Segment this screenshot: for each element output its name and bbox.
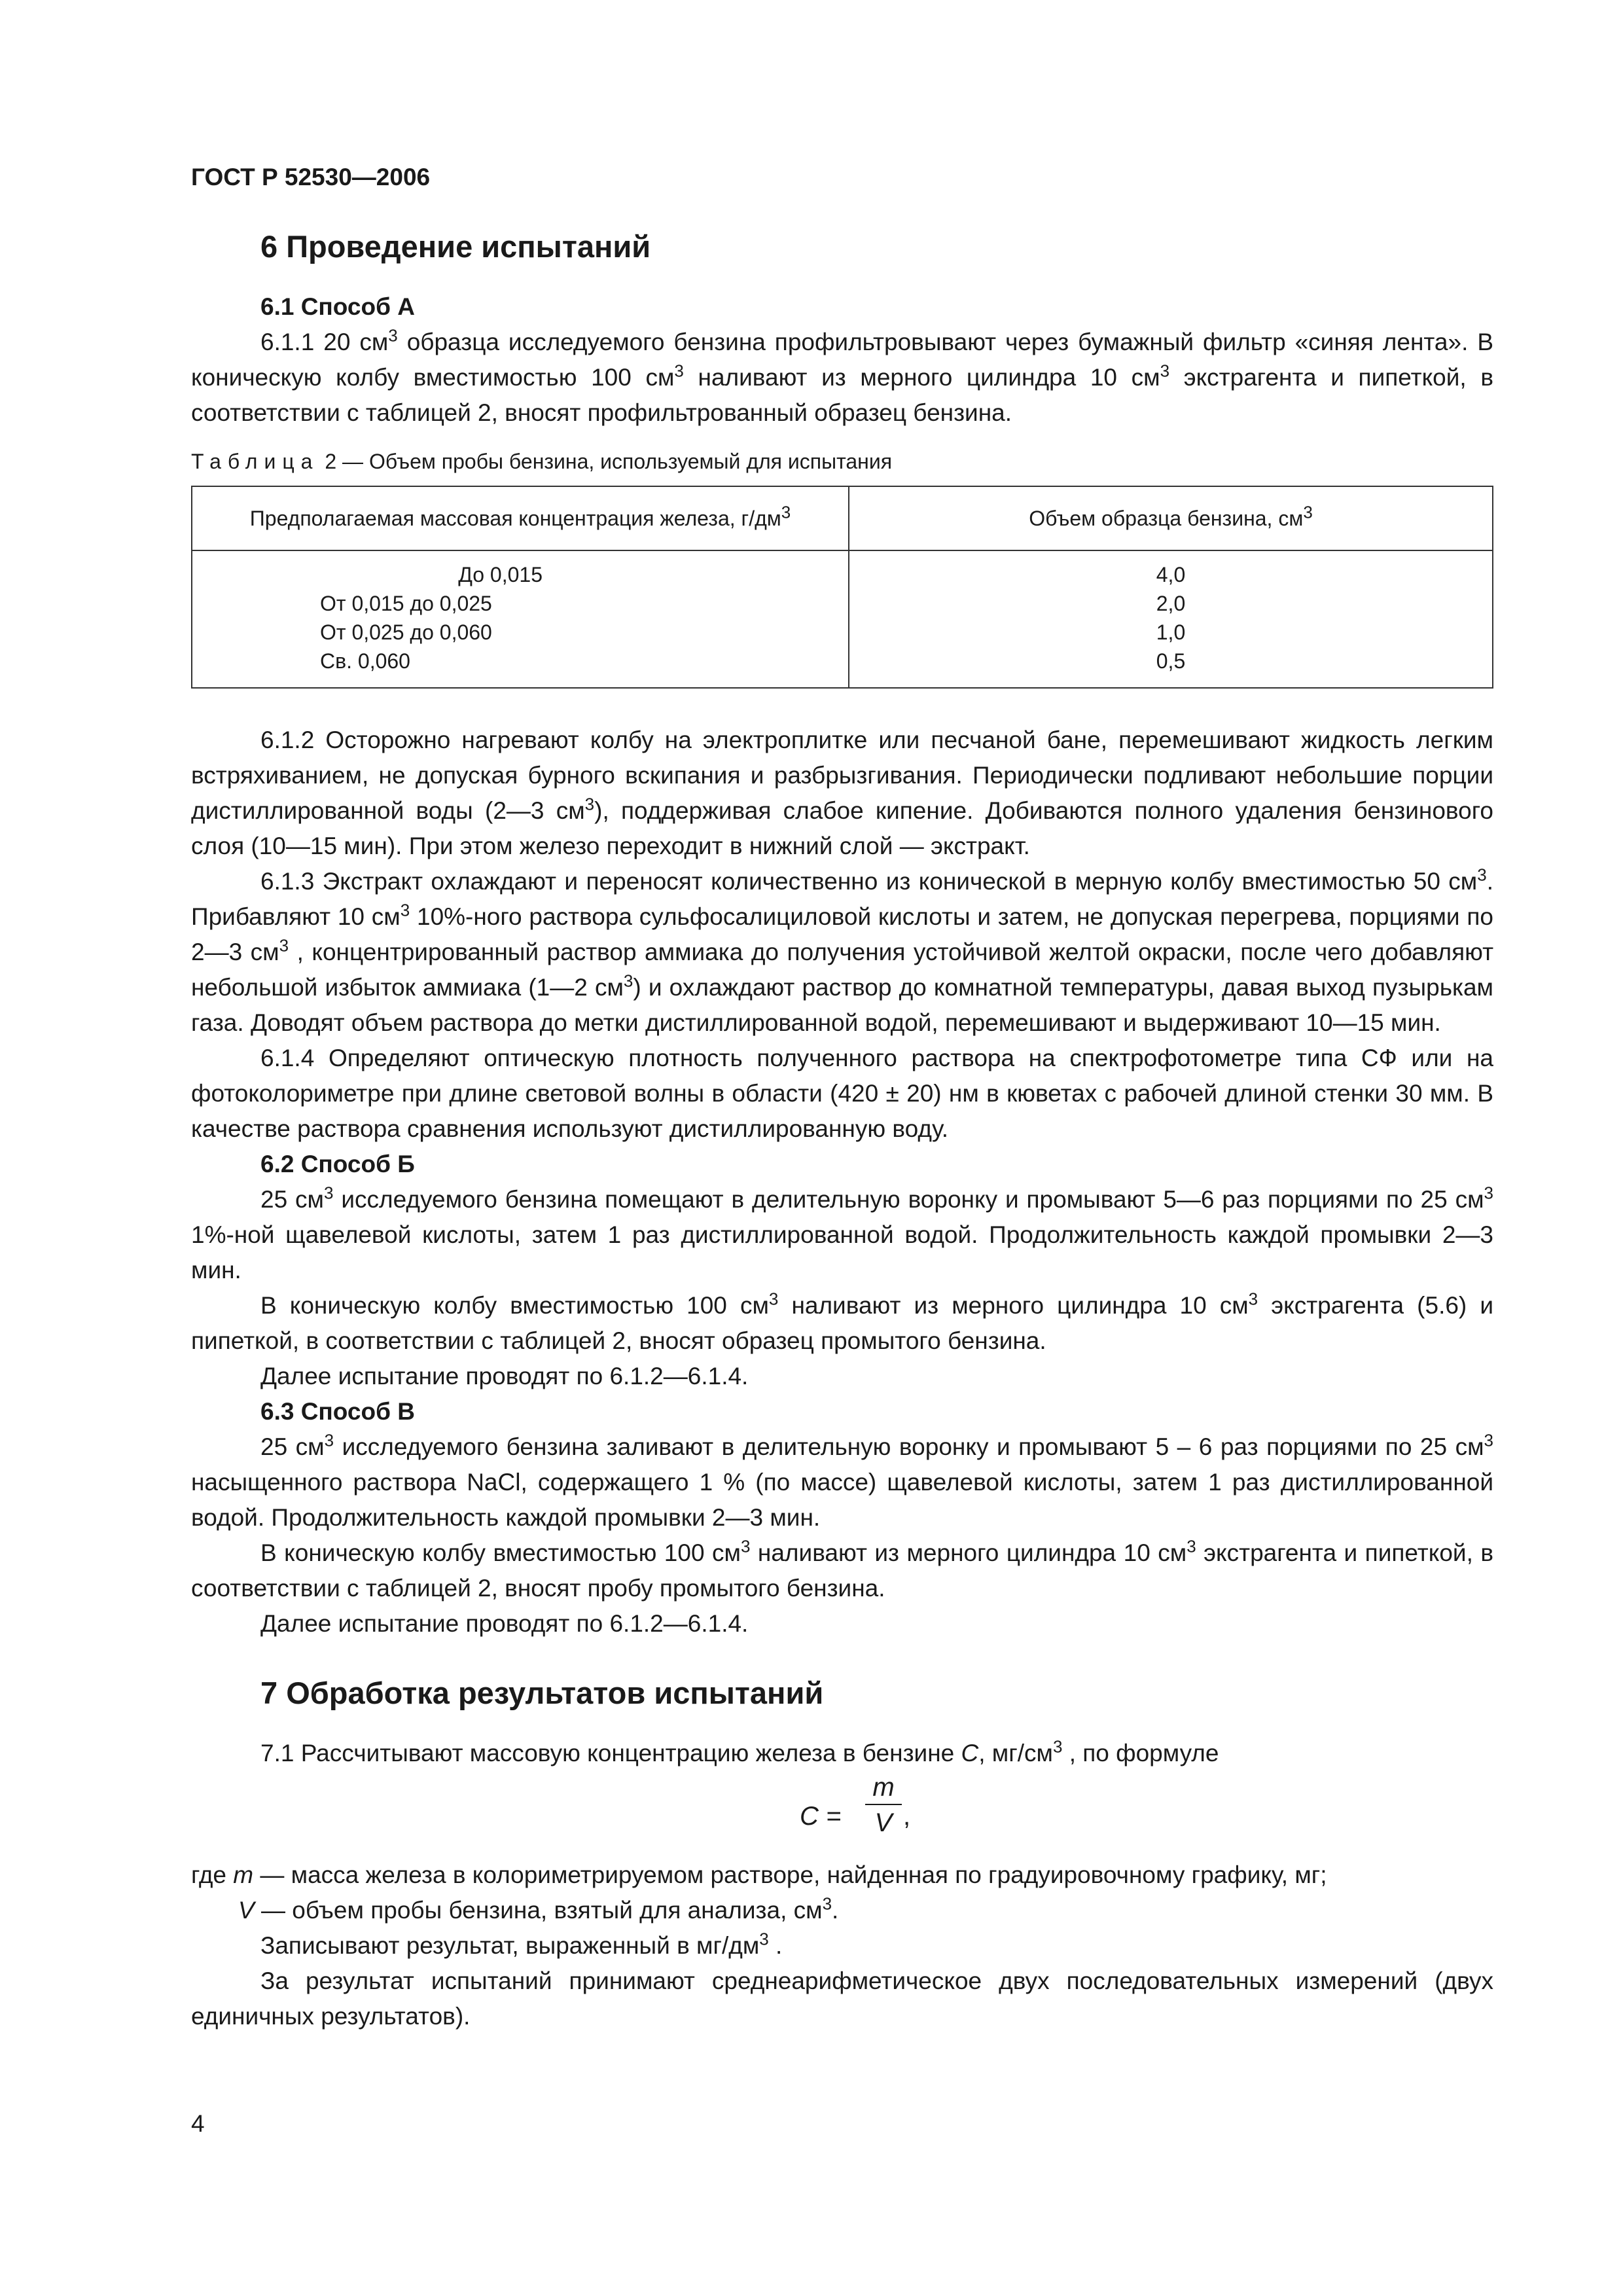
section-6-title: 6 Проведение испытаний — [260, 229, 651, 264]
where-m: где m — масса железа в колориметрируемом растворе, найденная по градуировочному графику, мг; — [191, 1861, 1327, 1888]
formula-explanation — [191, 1857, 1493, 1928]
subsection-6-2-title: 6.2 Способ Б — [260, 1151, 415, 1177]
paragraph-6-1-2: 6.1.2 Осторожно нагревают колбу на электроплитке или песчаной бане, перемешивают жидкость легким встряхиванием, не допуская бурного вскипания и разбрызгивания. Периодически подливают небольшие порции дистиллированной воды (2—3 $см^3$), поддерживая слабое кипение. Добиваются полного удаления бензинового слоя (10—15 мин). При этом железо переходит в нижний слой — экстракт. — [191, 726, 1493, 859]
formula-fraction — [865, 1771, 902, 1840]
formula-comma: , — [903, 1802, 911, 1831]
subsection-6-1-title: 6.1 Способ А — [260, 293, 415, 320]
paragraph-result-definition: За результат испытаний принимают среднеарифметическое двух последовательных измерений (двух единичных результатов). — [191, 1967, 1493, 2030]
page-content — [191, 224, 1493, 2034]
paragraph-6-1-3: 6.1.3 Экстракт охлаждают и переносят количественно из конической в мерную колбу вместимостью 50 $см^3$. Прибавляют 10 $см^3$ 10%-ного раствора сульфосалициловой кислоты и затем, не допуская перегрева, порциями по 2—3 $см^3$ , концентрированный раствор аммиака до получения устойчивой желтой окраски, после чего добавляют небольшой избыток аммиака (1—2 $см^3$) и охлаждают раствор до комнатной температуры, давая выход пузырькам газа. Доводят объем раствора до метки дистиллированной водой, перемешивают и выдерживают 10—15 мин. — [191, 865, 1494, 1036]
page-number: 4 — [191, 2110, 205, 2137]
concentration-value: От 0,025 до 0,060 — [320, 620, 492, 644]
paragraph-6-2-2: В коническую колбу вместимостью 100 $см^3$ наливают из мерного цилиндра 10 $см^3$ экстрагента (5.6) и пипеткой, в соответствии с таблицей 2, вносят образец промытого бензина. — [191, 1289, 1493, 1354]
where-v: V — объем пробы бензина, взятый для анализа, $см^3$. — [238, 1893, 839, 1924]
table-header-concentration: Предполагаемая массовая концентрация железа, $г/дм^3$ — [192, 486, 849, 550]
table-2 — [191, 486, 1493, 689]
paragraph-6-3-2: В коническую колбу вместимостью 100 $см^3$ наливают из мерного цилиндра 10 $см^3$ экстрагента и пипеткой, в соответствии с таблицей 2, вносят пробу промытого бензина. — [191, 1536, 1493, 1602]
subsection-6-3-title: 6.3 Способ В — [260, 1398, 415, 1425]
section-7-title: 7 Обработка результатов испытаний — [260, 1676, 824, 1710]
paragraph-6-3-1: 25 $см^3$ исследуемого бензина заливают в делительную воронку и промывают 5 – 6 раз порциями по 25 $см^3$ насыщенного раствора NaCl, содержащего 1 % (по массе) щавелевой кислоты, затем 1 раз дистиллированной водой. Продолжительность каждой промывки 2—3 мин. — [191, 1430, 1493, 1531]
formula-lhs: C = — [800, 1802, 842, 1831]
paragraph-6-1-1: 6.1.1 20 $см^3$ образца исследуемого бензина профильтровывают через бумажный фильтр «синяя лента». В коническую колбу вместимостью 100 $см^3$ наливают из мерного цилиндра 10 $см^3$ экстрагента и пипеткой, в соответствии с таблицей 2, вносят профильтрованный образец бензина. — [191, 325, 1493, 426]
concentration-value: До 0,015 — [458, 563, 543, 586]
table-row — [192, 550, 1493, 688]
document-header: ГОСТ Р 52530—2006 — [191, 164, 431, 190]
volume-value: 0,5 — [1156, 649, 1186, 673]
table-header-volume: Объем образца бензина, $см^3$ — [849, 486, 1493, 550]
volume-value: 2,0 — [1156, 592, 1186, 615]
paragraph-6-2-1: 25 $см^3$ исследуемого бензина помещают в делительную воронку и промывают 5—6 раз порциями по 25 $см^3$ 1%-ной щавелевой кислоты, затем 1 раз дистиллированной водой. Продолжительность каждой промывки 2—3 мин. — [191, 1183, 1493, 1283]
volume-value: 1,0 — [1156, 620, 1186, 644]
paragraph-7-1: 7.1 Рассчитывают массовую концентрацию железа в бензине C, $мг/см^3$ , по формуле — [260, 1736, 1219, 1767]
table-2-caption: Таблица 2 — Объем пробы бензина, используемый для испытания — [191, 450, 893, 473]
volume-value: 4,0 — [1156, 563, 1186, 586]
concentration-value: Св. 0,060 — [320, 649, 410, 673]
paragraph-6-1-4: 6.1.4 Определяют оптическую плотность полученного раствора на спектрофотометре типа СФ или на фотоколориметре при длине световой волны в области (420 ± 20) нм в кюветах с рабочей длиной стенки 30 мм. В качестве раствора сравнения используют дистиллированную воду. — [191, 1045, 1493, 1142]
volume-cell — [849, 550, 1493, 688]
concentration-cell — [192, 550, 849, 688]
formula-denominator: V — [874, 1808, 893, 1837]
paragraph-record-result: Записывают результат, выраженный в $мг/дм^3$ . — [260, 1929, 783, 1959]
paragraph-6-3-3: Далее испытание проводят по 6.1.2—6.1.4. — [260, 1610, 749, 1637]
formula — [191, 1771, 1493, 1857]
paragraph-6-2-3: Далее испытание проводят по 6.1.2—6.1.4. — [260, 1363, 749, 1390]
concentration-value: От 0,015 до 0,025 — [320, 592, 492, 615]
formula-numerator: m — [872, 1773, 895, 1802]
